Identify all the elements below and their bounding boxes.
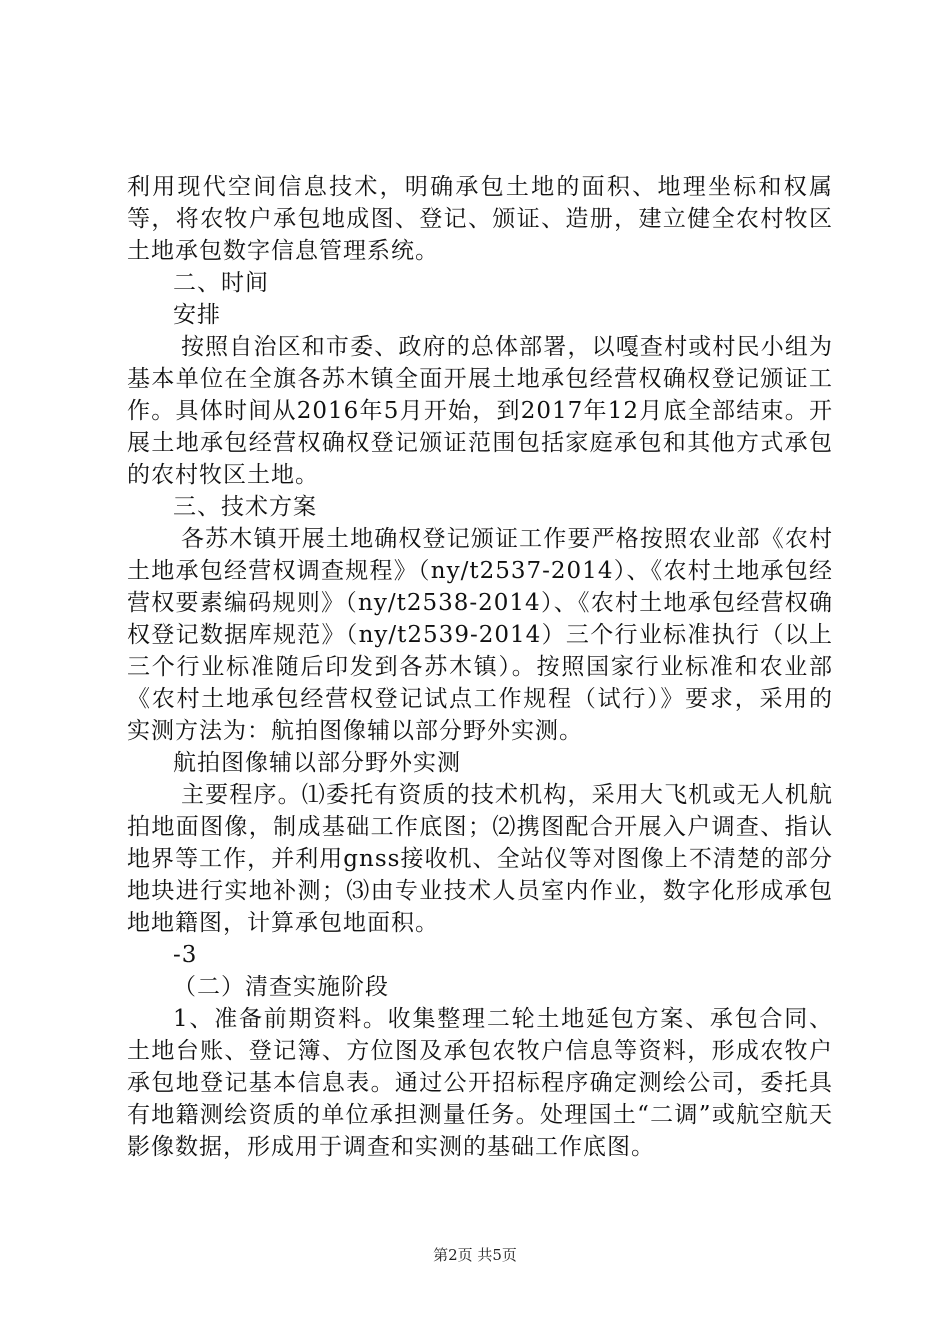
page-marker: -3 (173, 942, 198, 968)
document-body (127, 171, 833, 1163)
heading-aerial-survey: 航拍图像辅以部分野外实测 (173, 750, 461, 776)
page-footer: 第2页 共5页 (433, 1246, 517, 1264)
heading-time: 二、时间 (173, 270, 269, 296)
heading-arrangement: 安排 (173, 302, 221, 328)
paragraph-procedure: 主要程序。⑴委托有资质的技术机构，采用大飞机或无人机航拍地面图像，制成基础工作底图；⑵携图配合开展入户调查、指认地界等工作，并利用gnss接收机、全站仪等对图像上不清楚的部分地块进行实地补测；⑶由专业技术人员室内作业，数字化形成承包地地籍图，计算承包地面积。 (127, 782, 833, 936)
heading-technical-plan: 三、技术方案 (173, 494, 317, 520)
paragraph-standards: 各苏木镇开展土地确权登记颁证工作要严格按照农业部《农村土地承包经营权调查规程》（ny/t2537-2014）、《农村土地承包经营权要素编码规则》（ny/t2538-2014）、《农村土地承包经营权确权登记数据库规范》（ny/t2539-2014）三个行业标准执行（以上三个行业标准随后印发到各苏木镇）。按照国家行业标准和农业部《农村土地承包经营权登记试点工作规程（试行）》要求，采用的实测方法为：航拍图像辅以部分野外实测。 (127, 526, 833, 744)
paragraph-intro: 利用现代空间信息技术，明确承包土地的面积、地理坐标和权属等，将农牧户承包地成图、登记、颁证、造册，建立健全农村牧区土地承包数字信息管理系统。 (127, 174, 833, 264)
paragraph-schedule: 按照自治区和市委、政府的总体部署，以嘎查村或村民小组为基本单位在全旗各苏木镇全面开展土地承包经营权确权登记颁证工作。具体时间从2016年5月开始，到2017年12月底全部结束。开展土地承包经营权确权登记颁证范围包括家庭承包和其他方式承包的农村牧区土地。 (127, 334, 833, 488)
paragraph-preparation: 1、准备前期资料。收集整理二轮土地延包方案、承包合同、土地台账、登记簿、方位图及承包农牧户信息等资料，形成农牧户承包地登记基本信息表。通过公开招标程序确定测绘公司，委托具有地籍测绘资质的单位承担测量任务。处理国土“二调”或航空航天影像数据，形成用于调查和实测的基础工作底图。 (127, 1006, 833, 1160)
heading-inspection-phase: （二）清查实施阶段 (173, 974, 389, 1000)
